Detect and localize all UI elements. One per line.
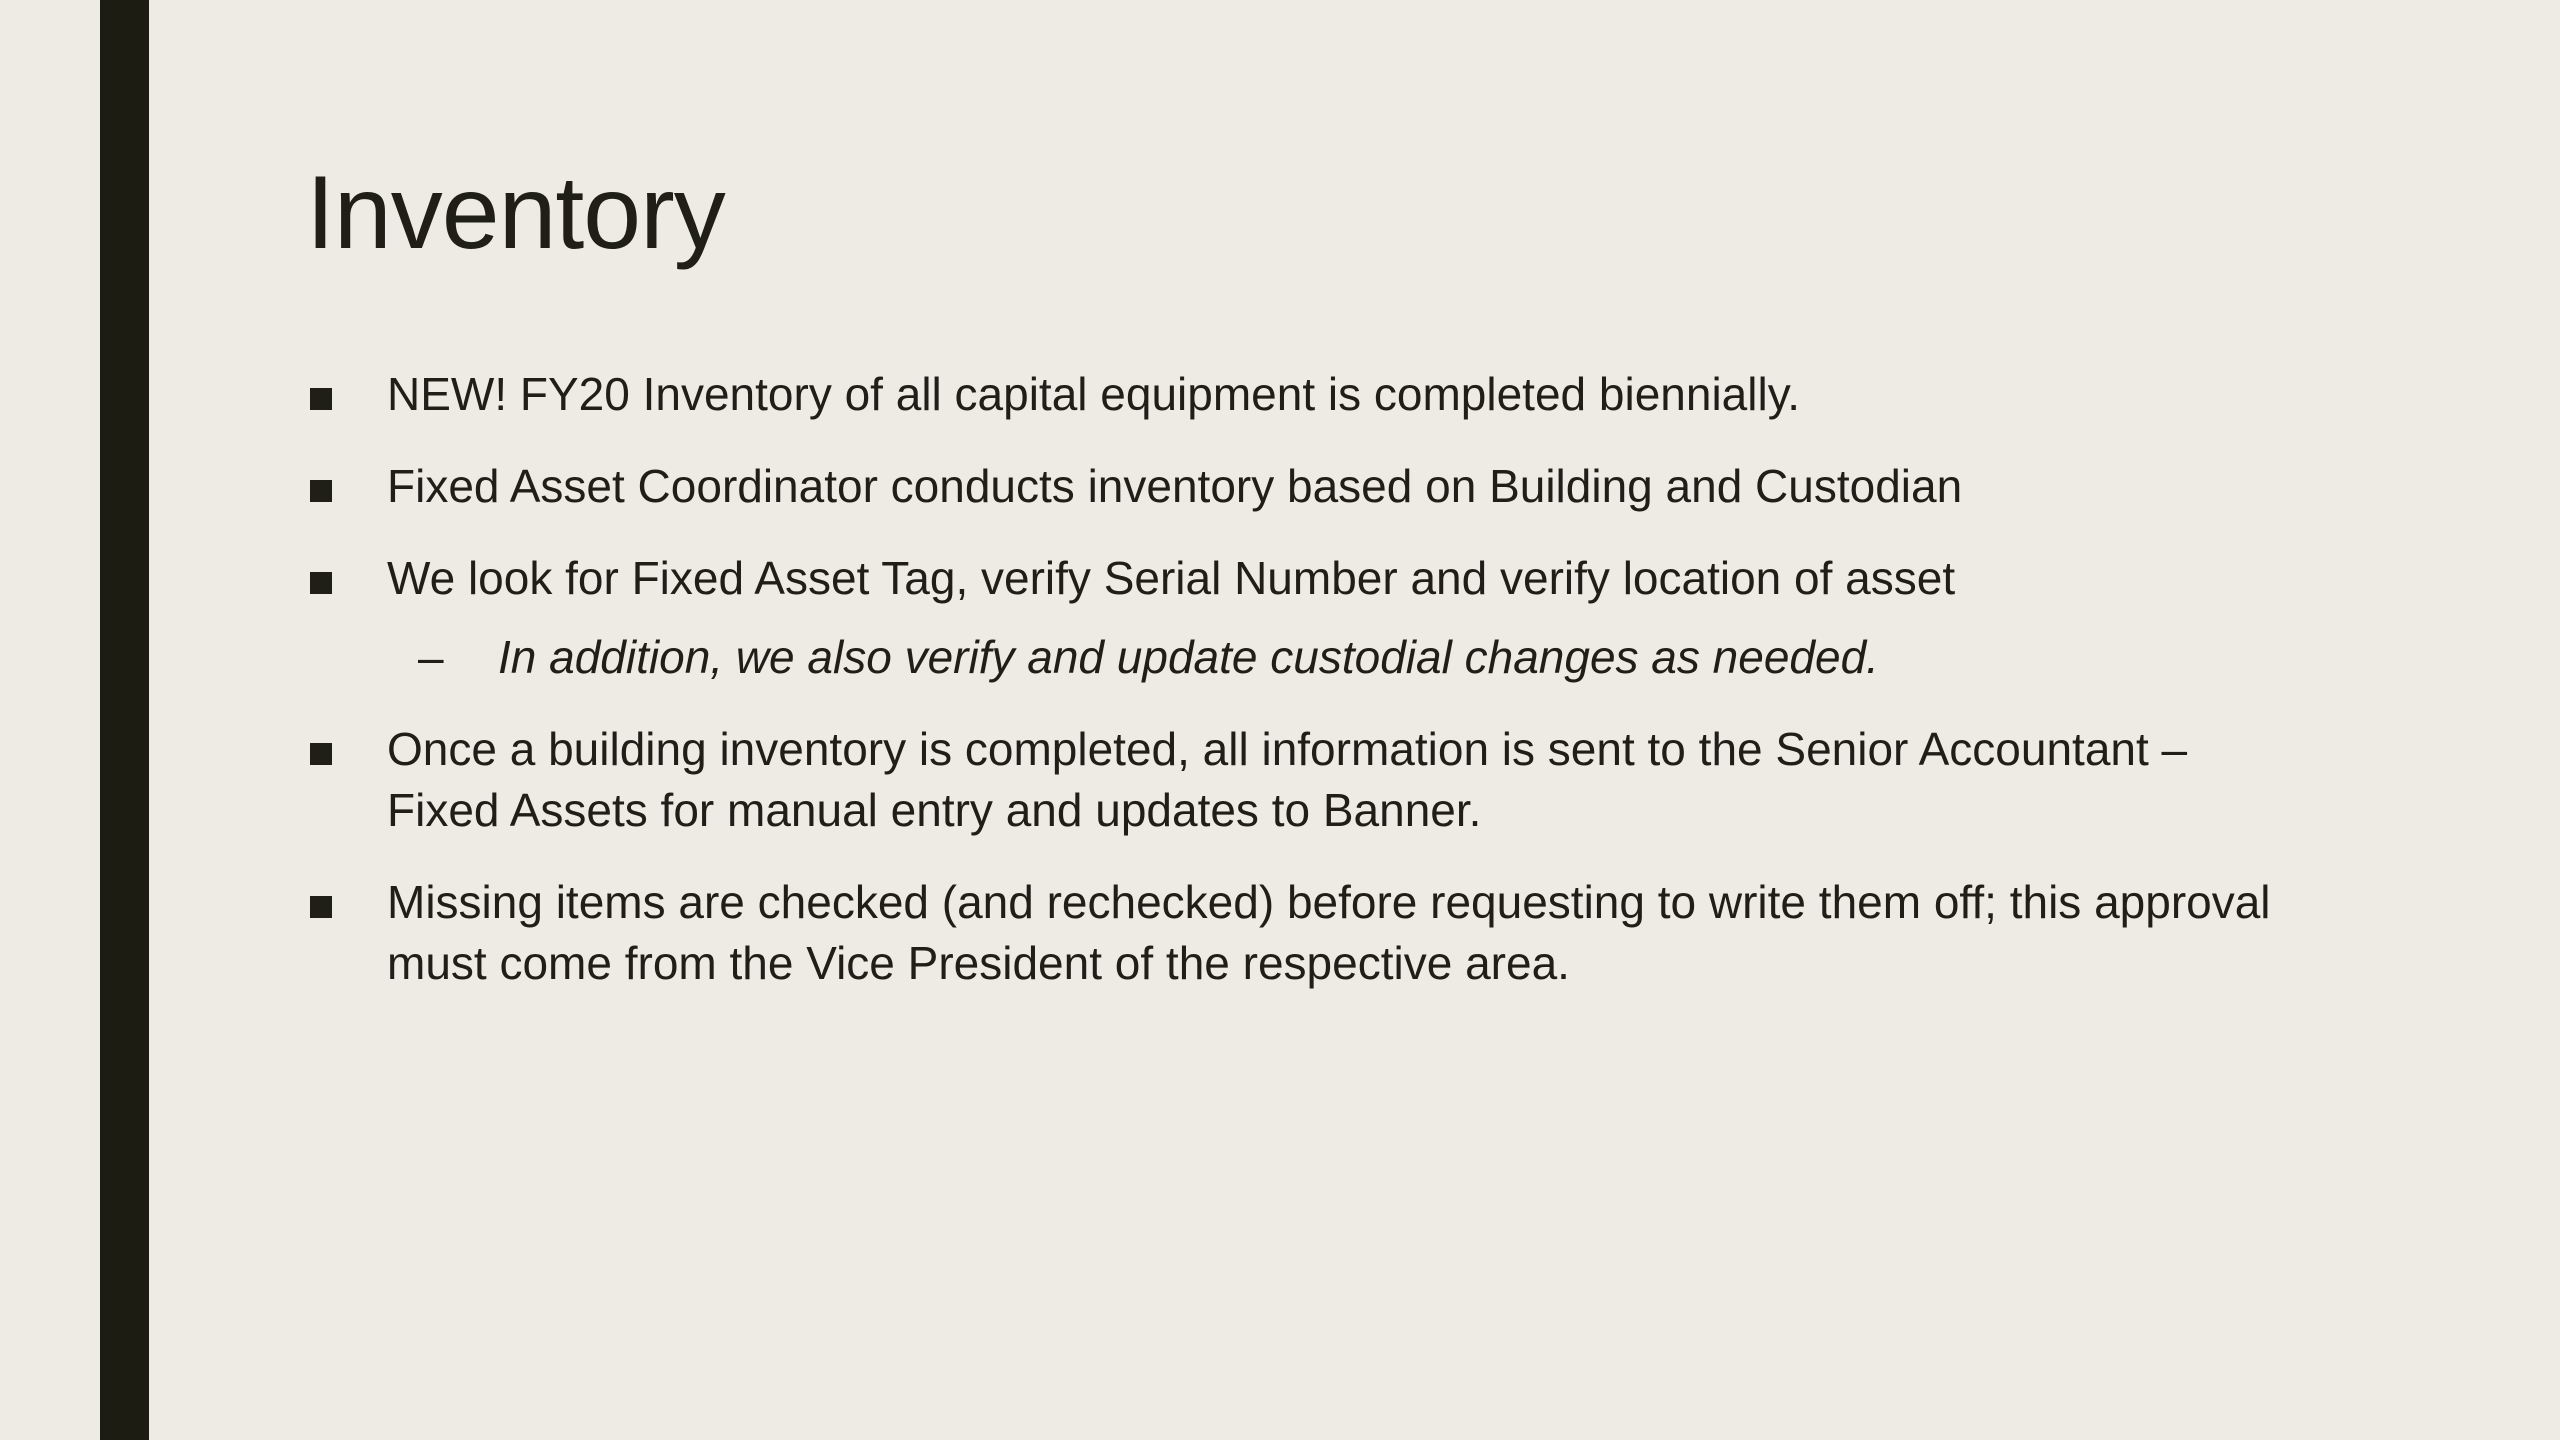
sub-bullet-text: In addition, we also verify and update custodial changes as needed. xyxy=(498,631,1879,683)
slide-title: Inventory xyxy=(306,155,725,271)
bullet-item xyxy=(306,719,2306,841)
dash-bullet-icon: – xyxy=(418,631,444,683)
bullet-text: We look for Fixed Asset Tag, verify Serial Number and verify location of asset xyxy=(387,552,1956,604)
bullet-text: Missing items are checked (and rechecked) before requesting to write them off; this approval must come from the Vice President of the respective area. xyxy=(387,876,2271,989)
bullet-item xyxy=(306,872,2306,994)
square-bullet-icon xyxy=(310,572,332,594)
square-bullet-icon xyxy=(310,388,332,410)
square-bullet-icon xyxy=(310,743,332,765)
bullet-text: Once a building inventory is completed, all information is sent to the Senior Accountant – Fixed Assets for manual entry and updates to Banner. xyxy=(387,723,2188,836)
accent-bar xyxy=(100,0,149,1440)
bullet-list xyxy=(306,364,2306,1025)
sub-bullet-item xyxy=(306,627,2306,688)
square-bullet-icon xyxy=(310,896,332,918)
bullet-item xyxy=(306,548,2306,609)
square-bullet-icon xyxy=(310,480,332,502)
bullet-text: NEW! FY20 Inventory of all capital equipment is completed biennially. xyxy=(387,368,1801,420)
bullet-text: Fixed Asset Coordinator conducts inventory based on Building and Custodian xyxy=(387,460,1963,512)
bullet-item xyxy=(306,456,2306,517)
bullet-item xyxy=(306,364,2306,425)
